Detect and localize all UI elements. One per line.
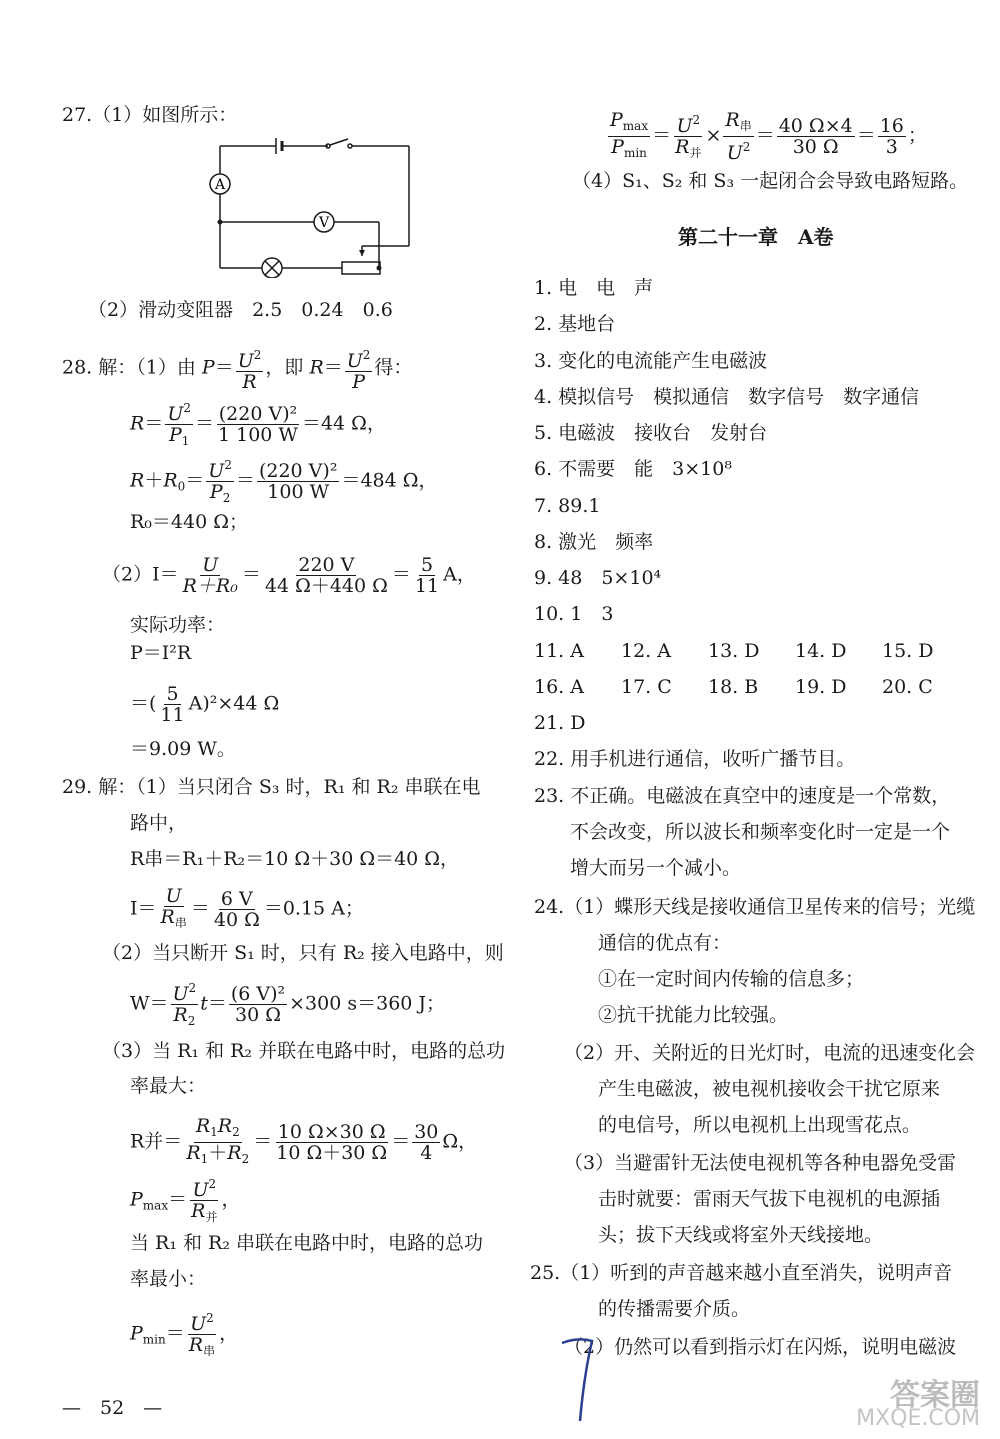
answer-22: 22. 用手机进行通信，收听广播节目。	[534, 748, 856, 770]
answer-23a: 23. 不正确。电磁波在真空中的速度是一个常数，	[534, 785, 951, 807]
mc-answer: 17. C	[621, 676, 672, 698]
answer-10: 10. 1 3	[534, 603, 614, 625]
answer-25a: 25.（1）听到的声音越来越小直至消失，说明声音	[530, 1262, 953, 1284]
mc-answer: 15. D	[882, 640, 934, 662]
watermark-logo: 答案圈	[890, 1378, 980, 1413]
mc-answer: 16. A	[534, 676, 584, 698]
q29-part1b: 路中，	[130, 812, 188, 834]
answer-24e: （2）开、关附近的日光灯时，电流的迅速变化会	[564, 1042, 976, 1064]
ratio-equation: $\frac{P_{max}}{P_{min}}$ ＝ $\frac{U^2}{R_并}$ × $\frac{R_串}{U^2}$ ＝ $\frac{40 \Omega\times 4}{30 \Omega}$ ＝ $\frac{16}{3}$ ；	[610, 109, 927, 164]
answer-21: 21. D	[534, 712, 586, 734]
answer-24g: 的电信号，所以电视机上出现雪花点。	[598, 1114, 922, 1136]
q29-part1: 29. 解：（1）当只闭合 S₃ 时，R₁ 和 R₂ 串联在电	[62, 776, 481, 798]
q28-r0: R₀＝440 Ω；	[130, 511, 248, 533]
q27-part2: （2）滑动变阻器 2.5 0.24 0.6	[88, 299, 393, 321]
q29-work: W＝ $\frac{U^2}{R_2}$ t＝ $\frac{\text{(6 V)²}}{30 \Omega}$ ×300 s＝360 J；	[130, 978, 445, 1031]
mc-row-1	[534, 638, 952, 664]
answer-9: 9. 48 5×10⁴	[534, 567, 662, 589]
q29-pmin: $P_{min}=$ $\frac{U^2}{R_串}$ ，	[130, 1308, 238, 1361]
q28-p2: ＝( $\frac{5}{11}$ A)²×44 Ω	[130, 683, 280, 726]
answer-24h: （3）当避雷针无法使电视机等各种电器免受雷	[564, 1152, 957, 1174]
answer-24b: 通信的优点有：	[598, 932, 732, 954]
circuit-diagram	[204, 138, 454, 278]
answer-24i: 击时就要：雷雨天气拔下电视机的电源插	[598, 1188, 941, 1210]
q29-pmax: $P_{max}=$ $\frac{U^2}{R_并}$ ，	[130, 1174, 240, 1227]
watermark-url: MXQE.COM	[856, 1406, 980, 1431]
answer-23c: 增大而另一个减小。	[570, 857, 742, 879]
q28-head: 28. 解：（1）由 P＝ $\frac{U^2}{R}$ ，即 R＝ $\frac{U^2}{P}$ 得：	[62, 345, 412, 392]
answer-4: 4. 模拟信号 模拟通信 数字信号 数字通信	[534, 386, 920, 408]
q28-current: （2）I＝ $\frac{U}{\text{R＋R₀}}$ ＝ $\frac{220 V}{44 \Omega+440 \Omega}$ ＝ $\frac{5}{11}$ A，	[102, 554, 476, 597]
q29-part3d: 率最小：	[130, 1268, 207, 1290]
q29-part3b: 率最大：	[130, 1075, 207, 1097]
q28-power-label: 实际功率：	[130, 614, 226, 636]
answer-23b: 不会改变，所以波长和频率变化时一定是一个	[570, 821, 951, 843]
q27-part1: 27.（1）如图所示：	[62, 104, 238, 126]
q29-part3a: （3）当 R₁ 和 R₂ 并联在电路中时，电路的总功	[102, 1040, 506, 1062]
answer-24j: 头；拔下天线或将室外天线接地。	[598, 1224, 884, 1246]
q28-p3: ＝9.09 W。	[130, 738, 236, 760]
q28-p1: P＝I²R	[130, 642, 192, 664]
q29-rparallel: R并＝ $\frac{R_1R_2}{R_1+R_2}$ ＝ $\frac{10 \Omega\times 30 \Omega}{10 \Omega+30 \Omega}$ ＝ $\frac{30}{4}$ Ω，	[130, 1115, 478, 1166]
mc-answer: 19. D	[795, 676, 847, 698]
mc-answer: 11. A	[534, 640, 584, 662]
chapter-title: 第二十一章 A卷	[678, 225, 834, 249]
answer-25c: （2）仍然可以看到指示灯在闪烁，说明电磁波	[564, 1336, 957, 1358]
mc-answer: 13. D	[708, 640, 760, 662]
mc-answer: 14. D	[795, 640, 847, 662]
answer-6: 6. 不需要 能 3×10⁸	[534, 458, 732, 480]
q29-part2: （2）当只断开 S₁ 时，只有 R₂ 接入电路中，则	[102, 942, 504, 964]
answer-24f: 产生电磁波，被电视机接收会干扰它原来	[598, 1078, 941, 1100]
mc-answer: 12. A	[621, 640, 671, 662]
q28-eq1: R＝ $\frac{U^2}{P_1}$ ＝ $\frac{\text{(220 V)²}}{1 100 W}$ ＝44 Ω，	[130, 398, 386, 451]
answer-3: 3. 变化的电流能产生电磁波	[534, 350, 768, 372]
ammeter-label: A	[214, 177, 226, 193]
voltmeter-label: V	[318, 215, 330, 231]
answer-25b: 的传播需要介质。	[598, 1298, 751, 1320]
q28-eq2: $R+R_0=$ $\frac{U^2}{P_2}$ ＝ $\frac{\text{(220 V)²}}{100 W}$ ＝484 Ω，	[130, 455, 438, 508]
answer-2: 2. 基地台	[534, 313, 616, 335]
answer-1: 1. 电 电 声	[534, 277, 654, 299]
answer-24a: 24.（1）蝶形天线是接收通信卫星传来的信号；光缆	[534, 896, 976, 918]
answer-5: 5. 电磁波 接收台 发射台	[534, 422, 768, 444]
mc-answer: 20. C	[882, 676, 933, 698]
mc-row-2	[534, 674, 952, 700]
q29-current: I＝ $\frac{U}{R_串}$ ＝ $\frac{6 V}{40 \Omega}$ ＝0.15 A；	[130, 885, 364, 931]
answer-7: 7. 89.1	[534, 495, 601, 517]
r4: （4）S₁、S₂ 和 S₃ 一起闭合会导致电路短路。	[572, 170, 969, 192]
page-number: — 52 —	[62, 1397, 163, 1419]
handwritten-mark	[558, 1335, 598, 1425]
mc-answer: 18. B	[708, 676, 759, 698]
q29-rseries: R串＝R₁＋R₂＝10 Ω＋30 Ω＝40 Ω，	[130, 848, 460, 870]
answer-24c: ①在一定时间内传输的信息多；	[598, 968, 865, 990]
answer-8: 8. 激光 频率	[534, 531, 654, 553]
q29-part3c: 当 R₁ 和 R₂ 串联在电路中时，电路的总功	[130, 1232, 484, 1254]
answer-24d: ②抗干扰能力比较强。	[598, 1004, 789, 1026]
